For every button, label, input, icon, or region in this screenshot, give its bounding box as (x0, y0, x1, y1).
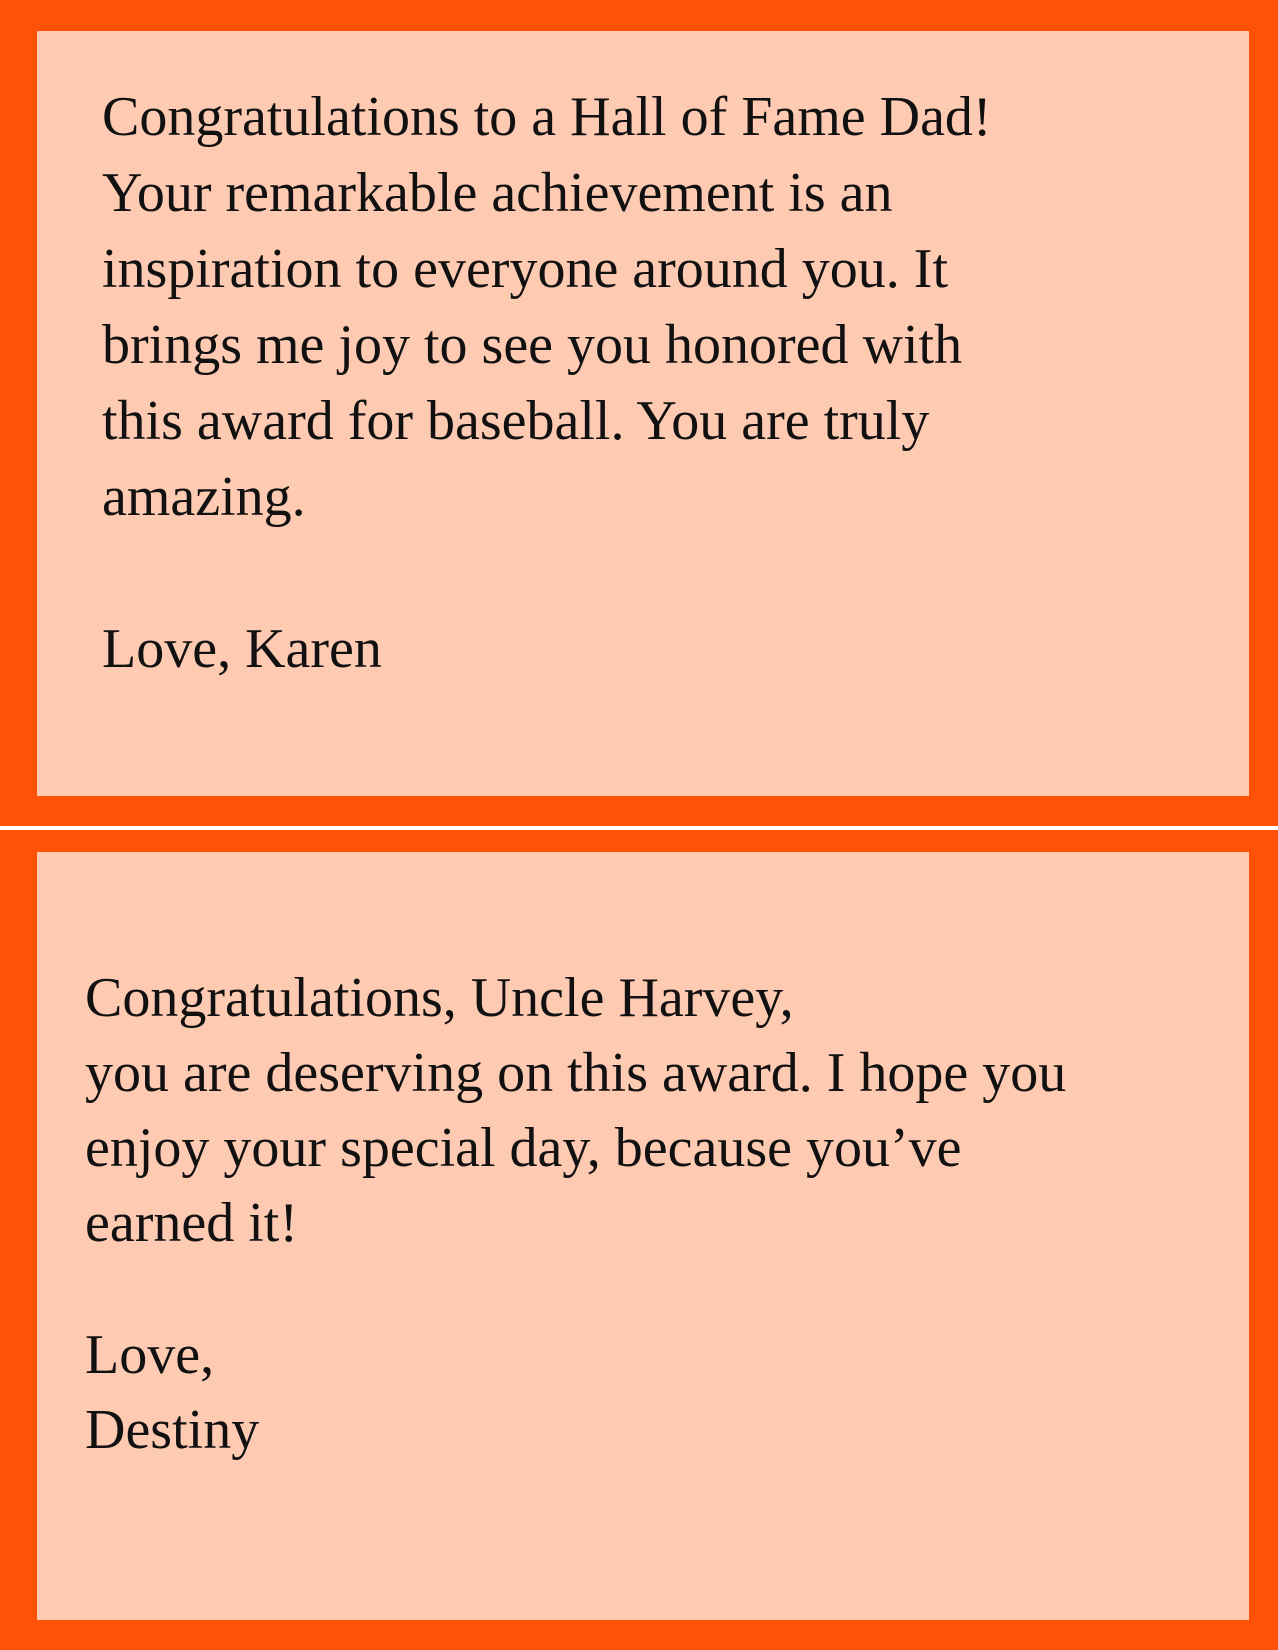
message-line: inspiration to everyone around you. It (102, 238, 949, 300)
message-line: you are deserving on this award. I hope you (85, 1042, 1067, 1104)
message-line: enjoy your special day, because you’ve (85, 1117, 962, 1179)
message-line: this award for baseball. You are truly (102, 390, 930, 452)
message-line: Your remarkable achievement is an (102, 162, 893, 224)
message-card-destiny (0, 830, 1278, 1650)
message-line: brings me joy to see you honored with (102, 314, 963, 376)
signature: Destiny (85, 1399, 260, 1461)
closing-salutation: Love, (85, 1324, 215, 1386)
message-line: Congratulations, Uncle Harvey, (85, 967, 794, 1029)
message-line: amazing. (102, 466, 306, 528)
message-line: earned it! (85, 1192, 298, 1254)
signature: Love, Karen (102, 618, 382, 680)
message-line: Congratulations to a Hall of Fame Dad! (102, 86, 992, 148)
